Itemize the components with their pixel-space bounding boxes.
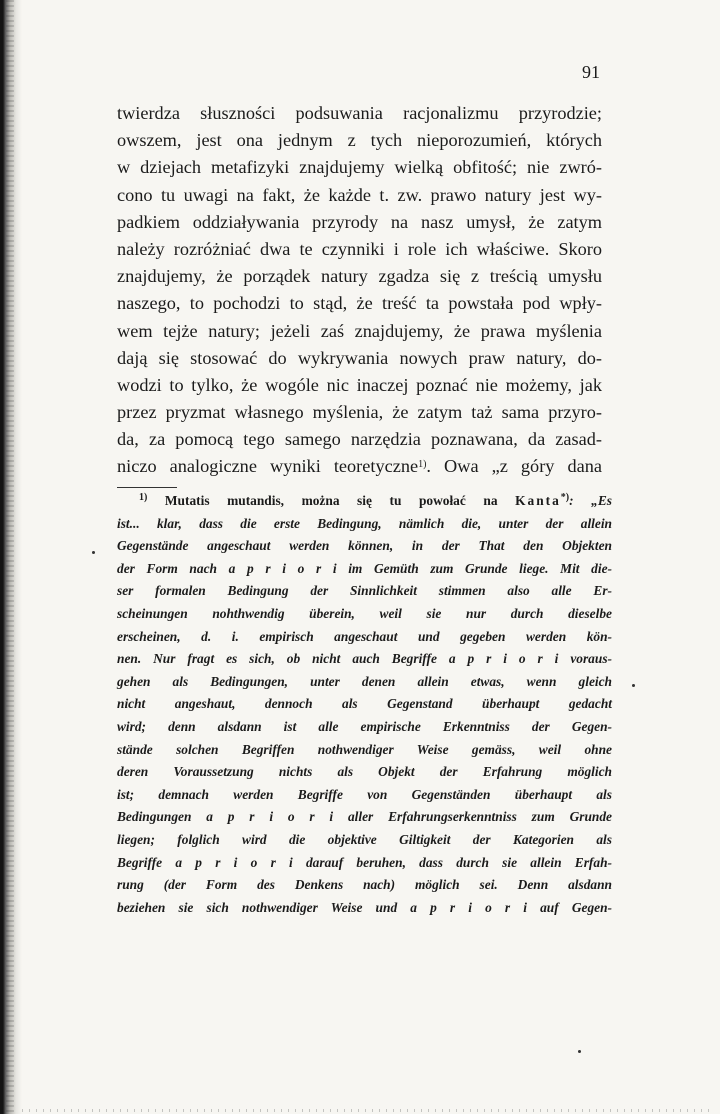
footnote-line: Bedingungen a p r i o r i aller Erfahrungserkenntniss zum Grunde <box>117 809 612 825</box>
footnote <box>117 490 612 919</box>
footnote-line: scheinungen nohthwendig überein, weil sie nur durch dieselbe <box>117 605 612 621</box>
footnote-mark: 1) <box>139 492 148 503</box>
body-line: owszem, jest ona jednym z tych nieporozumień, których <box>117 130 602 151</box>
body-line: należy rozróżniać dwa te czynniki i role ich właściwe. Skoro <box>117 238 602 259</box>
scan-bottom-dust <box>22 1109 712 1112</box>
body-last-tail: . Owa „z góry dana <box>426 456 602 477</box>
body-line-last <box>117 453 602 480</box>
footnote-first-tail: : „Es <box>569 493 612 508</box>
body-line: naszego, to pochodzi to stąd, że treść ta powstała pod wpły- <box>117 293 602 314</box>
body-line: wodzi to tylko, że wogóle nic inaczej poznać nie możemy, jak <box>117 374 602 395</box>
body-line: wem tejże natury; jeżeli zaś znajdujemy, że prawa myślenia <box>117 320 602 341</box>
footnote-line: Begriffe a p r i o r i darauf beruhen, dass durch sie allein Erfah- <box>117 854 612 870</box>
footnote-line: der Form nach a p r i o r i im Gemüth zum Grunde liege. Mit die- <box>117 560 612 576</box>
body-line: znajdujemy, że porządek natury zgadza się z treścią umysłu <box>117 266 602 287</box>
footnote-reference: 1) <box>418 459 427 471</box>
footnote-line: wird; denn alsdann ist alle empirische Erkenntniss der Gegen- <box>117 718 612 734</box>
footnote-line: erscheinen, d. i. empirisch angeschaut und gegeben werden kön- <box>117 628 612 644</box>
footnote-author-mark: *) <box>560 492 570 503</box>
scan-speck <box>92 551 95 554</box>
body-line: padkiem oddziaływania przyrody na nasz umysł, że zatym <box>117 211 602 232</box>
footnote-line: gehen als Bedingungen, unter denen allein etwas, wenn gleich <box>117 673 612 689</box>
body-line: da, za pomocą tego samego narzędzia poznawana, da zasad- <box>117 429 602 450</box>
body-line: dają się stosować do wykrywania nowych praw natury, do- <box>117 347 602 368</box>
footnote-line: stände solchen Begriffen nothwendiger Weise gemäss, weil ohne <box>117 741 612 757</box>
footnote-line: nen. Nur fragt es sich, ob nicht auch Begriffe a p r i o r i voraus- <box>117 651 612 667</box>
footnote-line-first <box>117 490 612 513</box>
footnote-line: deren Voraussetzung nichts als Objekt der Erfahrung möglich <box>117 764 612 780</box>
footnote-line: ist... klar, dass die erste Bedingung, nämlich die, unter der allein <box>117 515 612 531</box>
body-line: cono tu uwagi na fakt, że każde t. zw. prawo natury jest wy- <box>117 184 602 205</box>
body-line: twierdza słuszności podsuwania racjonalizmu przyrodzie; <box>117 103 602 123</box>
footnote-line: beziehen sie sich nothwendiger Weise und a p r i o r i auf Gegen- <box>117 899 612 915</box>
footnote-intro: Mutatis mutandis, można się tu powołać na <box>164 493 498 508</box>
footnote-line: Gegenstände angeschaut werden können, in der That den Objekten <box>117 538 612 554</box>
footnote-separator <box>117 487 177 488</box>
footnote-line: ist; demnach werden Begriffe von Gegenständen überhaupt als <box>117 786 612 802</box>
scan-speck <box>578 1050 581 1053</box>
footnote-author: Kanta <box>515 493 561 508</box>
footnote-line: nicht angeshaut, dennoch als Gegenstand überhaupt gedacht <box>117 696 612 712</box>
footnote-line: rung (der Form des Denkens nach) möglich sei. Denn alsdann <box>117 877 612 893</box>
gutter-speckle <box>6 0 14 1114</box>
body-last-text: niczo analogiczne wyniki teoretyczne <box>117 456 419 477</box>
body-line: przez pryzmat własnego myślenia, że zatym taż sama przyro- <box>117 402 602 423</box>
scan-speck <box>632 684 635 687</box>
body-paragraph <box>117 100 602 481</box>
body-line: w dziejach metafizyki znajdujemy wielką obfitość; nie zwró- <box>117 157 602 178</box>
footnote-line: ser formalen Bedingung der Sinnlichkeit stimmen also alle Er- <box>117 583 612 599</box>
page-number: 91 <box>582 62 600 82</box>
footnote-line: liegen; folglich wird die objektive Giltigkeit der Kategorien als <box>117 831 612 847</box>
scan-gutter-shadow <box>0 0 22 1114</box>
